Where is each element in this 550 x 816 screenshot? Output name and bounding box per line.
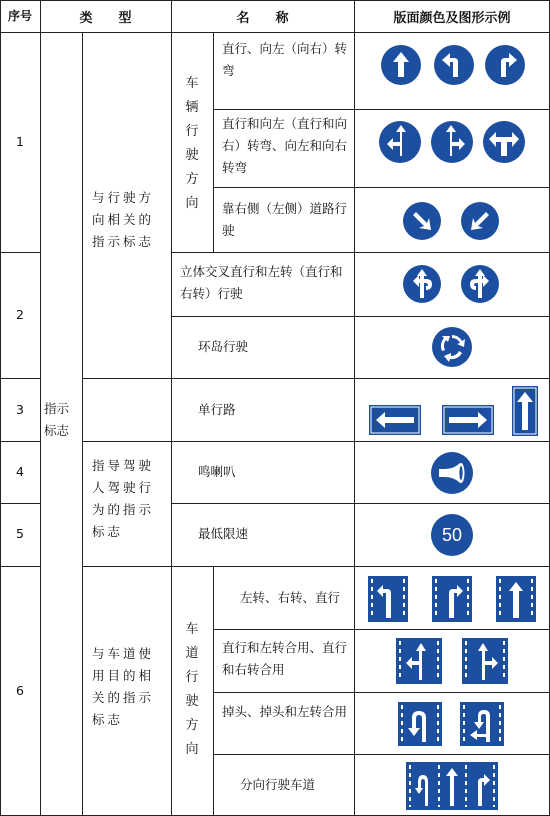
name-one-way: 单行路 bbox=[198, 402, 236, 417]
header-type: 类 型 bbox=[79, 11, 132, 26]
row-line bbox=[82, 441, 550, 442]
row-line bbox=[213, 629, 550, 630]
subtype-lane-direction: 车道行驶方向 bbox=[185, 622, 199, 757]
row-line bbox=[213, 109, 550, 110]
row-line bbox=[213, 754, 550, 755]
seq-3: 3 bbox=[16, 402, 24, 417]
min-speed-value: 50 bbox=[441, 525, 463, 545]
turn-left-sign-icon bbox=[433, 44, 475, 86]
interchange-right-sign-icon bbox=[460, 264, 500, 304]
name-keep-right: 靠右侧（左侧）道路行驶 bbox=[222, 201, 348, 238]
seq-5: 5 bbox=[16, 526, 24, 541]
lane-straight-sign-icon bbox=[496, 576, 536, 622]
lane-split-sign-icon bbox=[406, 762, 498, 810]
row-line bbox=[213, 692, 550, 693]
seq-4: 4 bbox=[16, 464, 24, 479]
seq-1: 1 bbox=[16, 134, 24, 149]
row-line bbox=[171, 316, 550, 317]
one-way-straight-sign-icon bbox=[512, 386, 538, 436]
name-lane-uturn: 掉头、掉头和左转合用 bbox=[222, 704, 348, 719]
one-way-left-sign-icon bbox=[369, 405, 421, 435]
type-group-1: 与行驶方向相关的指示标志 bbox=[92, 190, 155, 249]
name-straight-and-turn: 直行和向左（直行和向右）转弯、向左和向右转弯 bbox=[222, 116, 348, 175]
col-line bbox=[40, 0, 41, 816]
horn-sign-icon bbox=[430, 451, 474, 495]
border-top bbox=[0, 0, 550, 1]
row-line bbox=[82, 378, 550, 379]
name-lane-turns: 左转、右转、直行 bbox=[240, 590, 341, 605]
col-line bbox=[354, 0, 355, 816]
name-straight-left: 直行、向左（向右）转弯 bbox=[222, 41, 348, 78]
subtype-vehicle-direction: 车辆行驶方向 bbox=[185, 76, 199, 211]
col-line bbox=[171, 0, 172, 816]
col-line bbox=[213, 566, 214, 816]
col-line bbox=[213, 32, 214, 252]
one-way-right-sign-icon bbox=[442, 405, 494, 435]
type-group-2: 指导驾驶人驾驶行为的指示标志 bbox=[92, 458, 155, 539]
straight-sign-icon bbox=[380, 44, 422, 86]
row-line bbox=[0, 503, 40, 504]
roundabout-sign-icon bbox=[431, 326, 473, 368]
name-min-speed: 最低限速 bbox=[198, 526, 249, 541]
header-seq: 序号 bbox=[7, 9, 32, 23]
interchange-left-sign-icon bbox=[402, 264, 442, 304]
lane-straight-left-sign-icon bbox=[396, 638, 442, 684]
straight-right-sign-icon bbox=[430, 120, 474, 164]
name-roundabout: 环岛行驶 bbox=[198, 339, 249, 354]
seq-2: 2 bbox=[16, 307, 24, 322]
name-horn: 鸣喇叭 bbox=[198, 464, 236, 479]
keep-right-sign-icon bbox=[402, 201, 442, 241]
row-line bbox=[171, 503, 550, 504]
row-line bbox=[213, 187, 550, 188]
row-line bbox=[171, 252, 550, 253]
name-interchange: 立体交叉直行和左转（直行和右转）行驶 bbox=[180, 264, 343, 301]
lane-uturn-left-sign-icon bbox=[460, 702, 504, 746]
row-line bbox=[0, 252, 40, 253]
row-line bbox=[0, 441, 40, 442]
seq-6: 6 bbox=[16, 683, 24, 698]
name-lane-combined: 直行和左转合用、直行和右转合用 bbox=[222, 640, 348, 677]
lane-left-sign-icon bbox=[368, 576, 408, 622]
lane-right-sign-icon bbox=[432, 576, 472, 622]
type-group-3: 与车道使用目的相关的指示标志 bbox=[92, 646, 155, 727]
type-main: 指示标志 bbox=[44, 401, 70, 438]
turn-right-sign-icon bbox=[484, 44, 526, 86]
row-line bbox=[0, 378, 40, 379]
row-line bbox=[0, 566, 40, 567]
name-lane-split: 分向行驶车道 bbox=[240, 777, 316, 792]
straight-left-sign-icon bbox=[378, 120, 422, 164]
left-right-sign-icon bbox=[482, 120, 526, 164]
header-example: 版面颜色及图形示例 bbox=[393, 11, 511, 26]
keep-left-sign-icon bbox=[460, 201, 500, 241]
lane-uturn-sign-icon bbox=[398, 702, 442, 746]
header-name: 名 称 bbox=[236, 11, 289, 26]
col-line bbox=[82, 32, 83, 816]
row-line bbox=[82, 566, 550, 567]
lane-straight-right-sign-icon bbox=[462, 638, 508, 684]
